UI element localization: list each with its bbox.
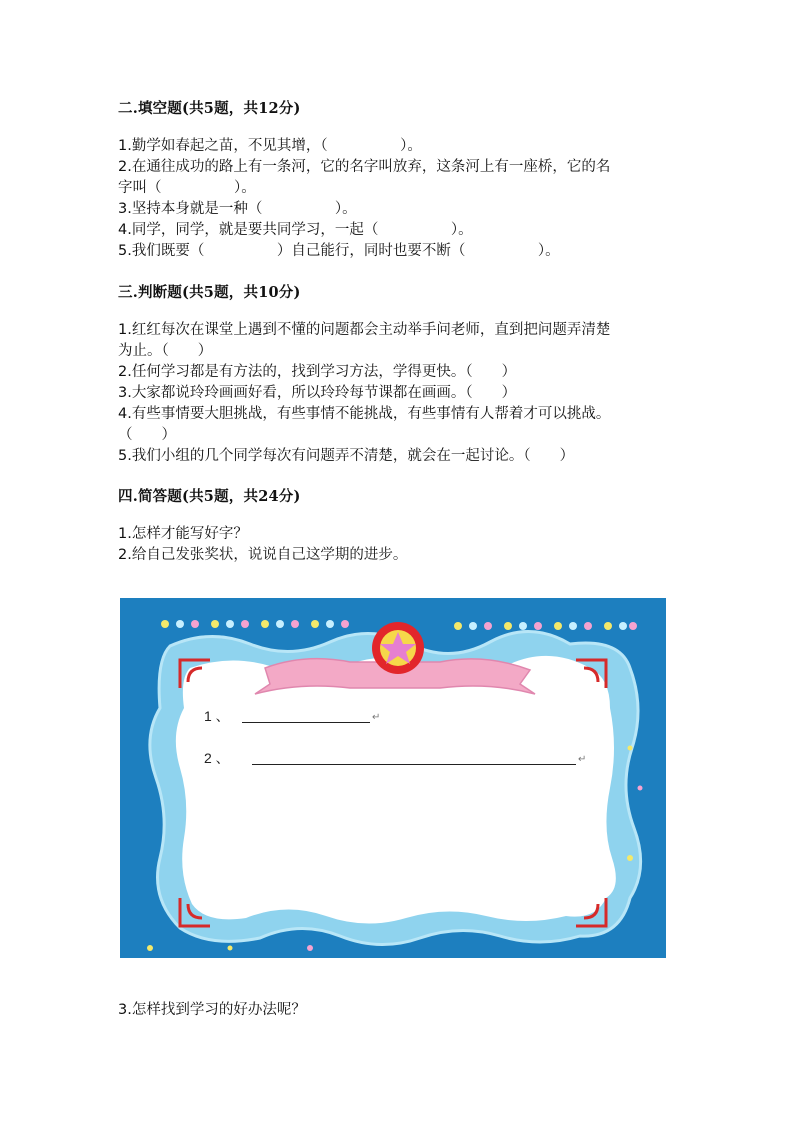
certificate-illustration [120, 598, 666, 958]
question-sa-2: 2.给自己发张奖状，说说自己这学期的进步。 [118, 547, 408, 563]
certificate-line-1-blank [242, 722, 370, 723]
award-certificate-image [120, 598, 666, 958]
question-tf-4-cont: （ ） [118, 427, 176, 443]
question-tf-1: 1.红红每次在课堂上遇到不懂的问题都会主动举手问老师，直到把问题弄清楚 [118, 322, 611, 338]
question-tf-3: 3.大家都说玲玲画画好看，所以玲玲每节课都在画画。（ ） [118, 385, 517, 401]
question-fill-5: 5.我们既要（ ）自己能行，同时也要不断（ ）。 [118, 243, 560, 259]
question-tf-5: 5.我们小组的几个同学每次有问题弄不清楚，就会在一起讨论。（ ） [118, 448, 575, 464]
question-tf-4: 4.有些事情要大胆挑战，有些事情不能挑战，有些事情有人帮着才可以挑战。 [118, 406, 611, 422]
return-mark-icon: ↵ [372, 712, 381, 723]
section-title-fill-blank: 二.填空题(共5题，共12分) [118, 100, 301, 117]
return-mark-icon: ↵ [578, 754, 587, 765]
question-tf-2: 2.任何学习都是有方法的，找到学习方法，学得更快。（ ） [118, 364, 517, 380]
question-fill-3: 3.坚持本身就是一种（ ）。 [118, 201, 357, 217]
certificate-line-2-blank [252, 764, 576, 765]
question-sa-1: 1.怎样才能写好字？ [118, 526, 248, 542]
section-title-short-answer: 四.简答题(共5题，共24分) [118, 488, 301, 505]
question-tf-1-cont: 为止。（ ） [118, 343, 213, 359]
question-sa-3: 3.怎样找到学习的好办法呢？ [118, 1002, 306, 1018]
question-fill-1: 1.勤学如春起之苗，不见其增，（ ）。 [118, 138, 422, 154]
section-title-true-false: 三.判断题(共5题，共10分) [118, 284, 301, 301]
certificate-line-1-label: 1 、 [204, 708, 230, 724]
question-fill-2: 2.在通往成功的路上有一条河，它的名字叫放弃，这条河上有一座桥，它的名 [118, 159, 611, 175]
question-fill-2-cont: 字叫（ ）。 [118, 180, 256, 196]
certificate-line-2-label: 2 、 [204, 750, 230, 766]
question-fill-4: 4.同学，同学，就是要共同学习，一起（ ）。 [118, 222, 473, 238]
